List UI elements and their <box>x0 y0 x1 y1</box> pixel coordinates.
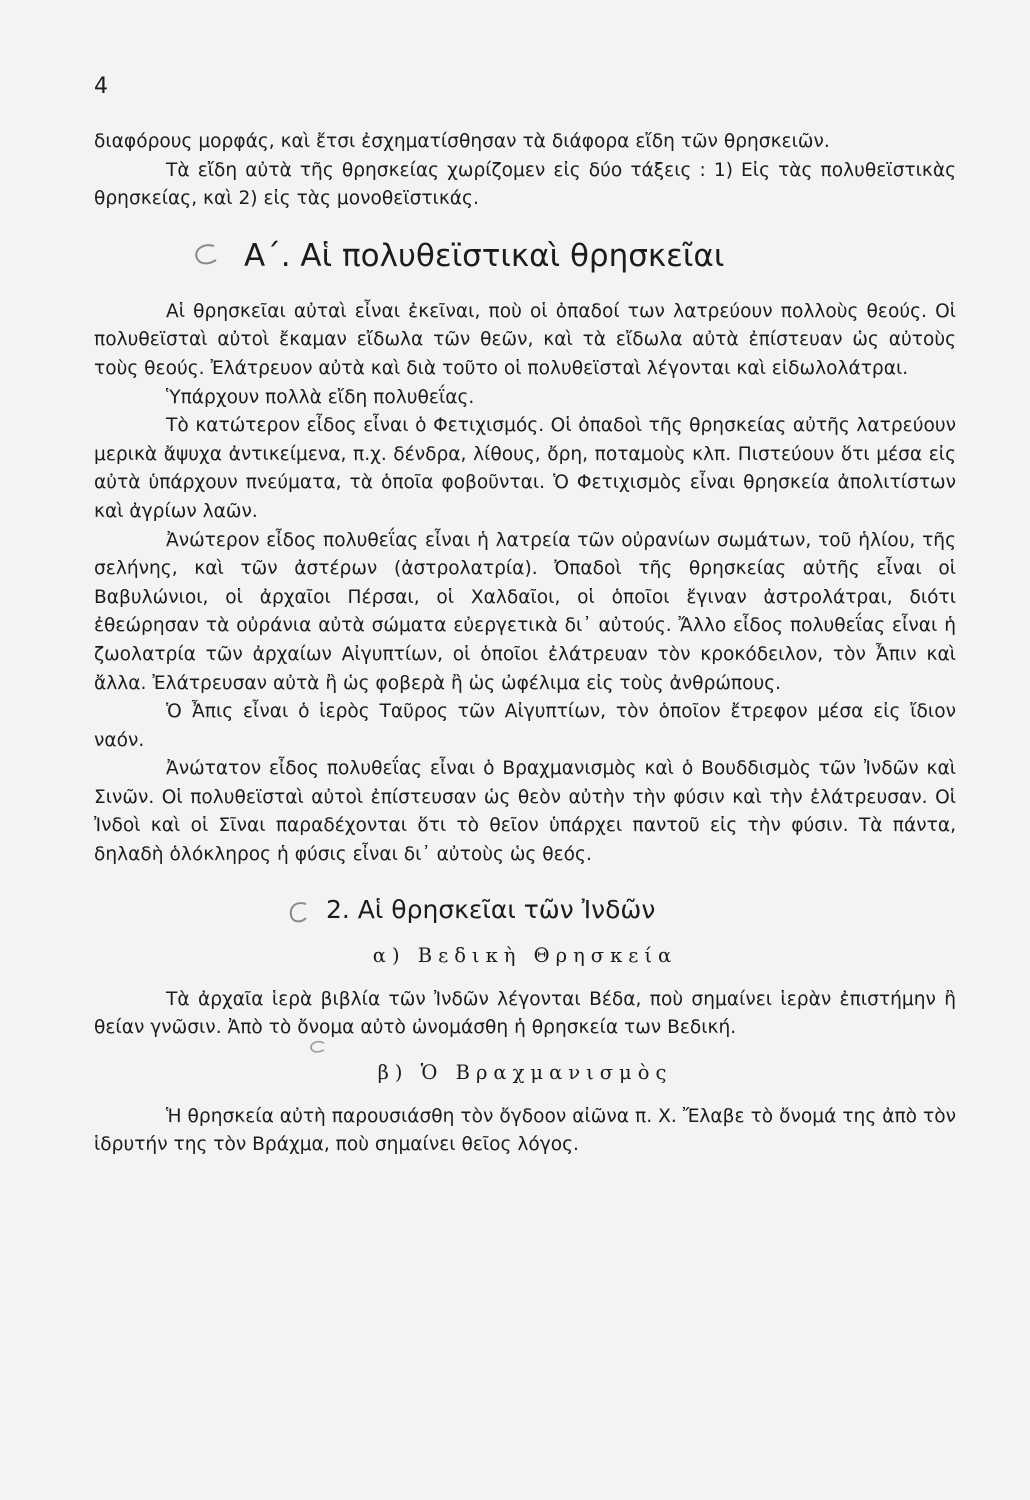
section-heading-text: 2. Αἱ θρησκεῖαι τῶν Ἰνδῶν <box>326 894 656 924</box>
page-content <box>94 128 956 1160</box>
page-number: 4 <box>94 74 108 99</box>
subheading-brahmanism: β) Ὁ Βραχμανισμὸς <box>377 1060 673 1084</box>
paragraph: Τὰ ἀρχαῖα ἱερὰ βιβλία τῶν Ἰνδῶν λέγονται Βέδα, ποὺ σημαίνει ἱερὰν ἐπιστήμην ἢ θείαν γνῶσιν. Ἀπὸ τὸ ὄνομα αὐτὸ ὠνομάσθη ἡ θρησκεία των Βεδική. <box>94 988 956 1039</box>
paragraph: Ὑπάρχουν πολλὰ εἴδη πολυθεΐας. <box>166 386 475 408</box>
section-heading-text: Α΄. Αἱ πολυθεϊστικαὶ θρησκεῖαι <box>244 237 725 274</box>
paragraph: Ἀνώτερον εἶδος πολυθεΐας εἶναι ἡ λατρεία τῶν οὐρανίων σωμάτων, τοῦ ἡλίου, τῆς σελήνης, καὶ τῶν ἀστέρων (ἀστρολατρία). Ὀπαδοὶ τῆς θρησκείας αὐτῆς εἶναι οἱ Βαβυλώνιοι, οἱ ἀρχαῖοι Πέρσαι, οἱ Χαλδαῖοι, οἱ ὁποῖοι ἔγιναν ἀστρολάτραι, διότι ἐθεώρησαν τὰ οὐράνια αὐτὰ σώματα εὐεργετικὰ δι᾽ αὐτούς. Ἄλλο εἶδος πολυθεΐας εἶναι ἡ ζωολατρία τῶν ἀρχαίων Αἰγυπτίων, οἱ ὁποῖοι ἐλάτρευαν τὸν κροκόδειλον, τὸν Ἆπιν καὶ ἄλλα. Ἐλάτρευσαν αὐτὰ ἢ ὡς φοβερὰ ἢ ὡς ὠφέλιμα εἰς τοὺς ἀνθρώπους. <box>94 529 956 694</box>
paragraph: Τὸ κατώτερον εἶδος εἶναι ὁ Φετιχισμός. Οἱ ὀπαδοὶ τῆς θρησκείας αὐτῆς λατρεύουν μερικὰ ἄψυχα ἀντικείμενα, π.χ. δένδρα, λίθους, ὄρη, ποταμοὺς κλπ. Πιστεύουν ὅτι μέσα εἰς αὐτὰ ὑπάρχουν πνεύματα, τὰ ὁποῖα φοβοῦνται. Ὁ Φετιχισμὸς εἶναι θρησκεία ἀπολιτίστων καὶ ἀγρίων λαῶν. <box>94 415 956 522</box>
paragraph: Ἡ θρησκεία αὐτὴ παρουσιάσθη τὸν ὄγδοον αἰῶνα π. Χ. Ἔλαβε τὸ ὄνομά της ἀπὸ τὸν ἱδρυτήν της τὸν Βράχμα, ποὺ σημαίνει θεῖος λόγος. <box>94 1105 956 1156</box>
subheading-vedic: α) Βεδικὴ Θρησκεία <box>372 943 678 967</box>
section-heading-indian-religions <box>326 892 956 928</box>
pencil-mark-icon <box>282 896 314 928</box>
paragraph: διαφόρους μορφάς, καὶ ἔτσι ἐσχηματίσθησαν τὰ διάφορα εἴδη τῶν θρησκειῶν. <box>94 131 830 152</box>
paragraph: Τὰ εἴδη αὐτὰ τῆς θρησκείας χωρίζομεν εἰς δύο τάξεις : 1) Εἰς τὰς πολυθεϊστικὰς θρησκείας, καὶ 2) εἰς τὰς μονοθεϊστικάς. <box>94 159 956 210</box>
paragraph: Ὁ Ἆπις εἶναι ὁ ἱερὸς Ταῦρος τῶν Αἰγυπτίων, τὸν ὁποῖον ἔτρεφον μέσα εἰς ἴδιον ναόν. <box>94 701 956 751</box>
paragraph: Ἀνώτατον εἶδος πολυθεΐας εἶναι ὁ Βραχμανισμὸς καὶ ὁ Βουδδισμὸς τῶν Ἰνδῶν καὶ Σινῶν. Οἱ πολυθεϊσταὶ αὐτοὶ ἐπίστευσαν ὡς θεὸν αὐτὴν τὴν φύσιν καὶ τὴν ἐλάτρευσαν. Οἱ Ἰνδοὶ καὶ οἱ Σῖναι παραδέχονται ὅτι τὸ θεῖον ὑπάρχει παντοῦ εἰς τὴν φύσιν. Τὰ πάντα, δηλαδὴ ὁλόκληρος ἡ φύσις εἶναι δι᾽ αὐτοὺς ὡς θεός. <box>94 758 956 866</box>
section-heading-polytheistic <box>244 234 956 278</box>
pencil-mark-icon <box>306 1039 326 1055</box>
paragraph: Αἱ θρησκεῖαι αὐταὶ εἶναι ἐκεῖναι, ποὺ οἱ ὀπαδοί των λατρεύουν πολλοὺς θεούς. Οἱ πολυθεϊσταὶ αὐτοὶ ἔκαμαν εἴδωλα τῶν θεῶν, καὶ τὰ εἴδωλα αὐτὰ ἐπίστευαν ὡς αὐτοὺς τοὺς θεούς. Ἐλάτρευον αὐτὰ καὶ διὰ τοῦτο οἱ πολυθεϊσταὶ λέγονται καὶ εἰδωλολάτραι. <box>94 300 956 379</box>
pencil-mark-icon <box>188 240 220 272</box>
